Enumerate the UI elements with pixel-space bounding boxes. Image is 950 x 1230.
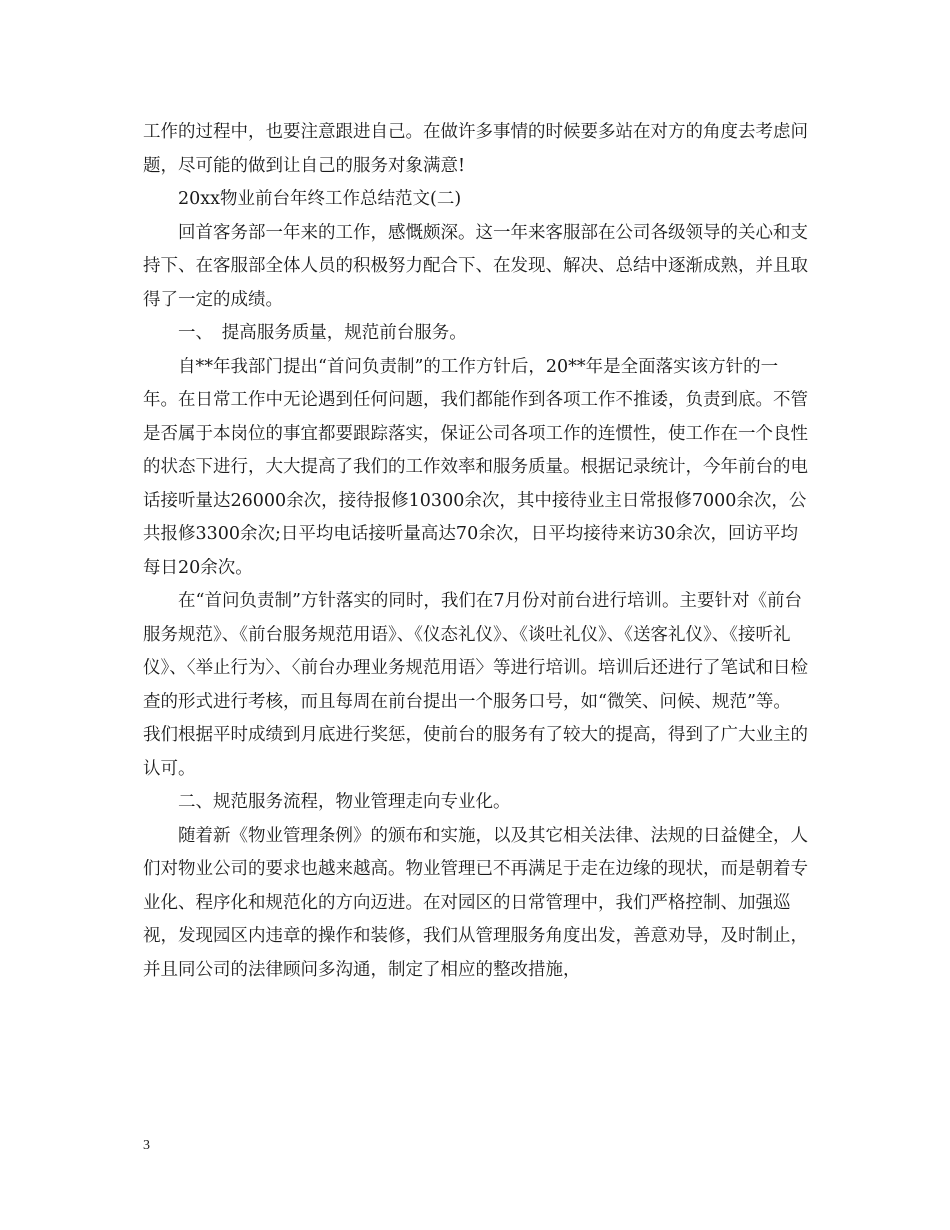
document-body	[143, 116, 808, 987]
paragraph-training: 在“首问负责制”方针落实的同时，我们在7月份对前台进行培训。主要针对《前台服务规范》、《前台服务规范用语》、《仪态礼仪》、《谈吐礼仪》、《送客礼仪》、《接听礼仪》、〈举止行为〉、〈前台办理业务规范用语〉等进行培训。培训后还进行了笔试和日检查的形式进行考核，而且每周在前台提出一个服务口号，如“微笑、问候、规范”等。我们根据平时成绩到月底进行奖惩，使前台的服务有了较大的提高，得到了广大业主的认可。	[143, 591, 808, 779]
heading-section-two: 二、规范服务流程，物业管理走向专业化。	[178, 792, 511, 812]
heading-section-one: 一、 提高服务质量，规范前台服务。	[178, 323, 467, 343]
paragraph-regulations: 随着新《物业管理条例》的颁布和实施，以及其它相关法律、法规的日益健全，人们对物业公司的要求也越来越高。物业管理已不再满足于走在边缘的现状，而是朝着专业化、程序化和规范化的方向迈进。在对园区的日常管理中，我们严格控制、加强巡视，发现园区内违章的操作和装修，我们从管理服务角度出发，善意劝导，及时制止，并且同公司的法律顾问多沟通，制定了相应的整改措施，	[143, 825, 808, 980]
paragraph-intro: 回首客务部一年来的工作，感慨颇深。这一年来客服部在公司各级领导的关心和支持下、在客服部全体人员的积极努力配合下、在发现、解决、总结中逐渐成熟，并且取得了一定的成绩。	[143, 222, 808, 310]
paragraph-continuation: 工作的过程中，也要注意跟进自己。在做许多事情的时候要多站在对方的角度去考虑问题，尽可能的做到让自己的服务对象满意!	[143, 122, 808, 176]
paragraph-first-responsibility: 自**年我部门提出“首问负责制”的工作方针后，20**年是全面落实该方针的一年。在日常工作中无论遇到任何问题，我们都能作到各项工作不推诿，负责到底。不管是否属于本岗位的事宜都要跟踪落实，保证公司各项工作的连惯性，使工作在一个良性的状态下进行，大大提高了我们的工作效率和服务质量。根据记录统计，今年前台的电话接听量达26000余次，接待报修10300余次，其中接待业主日常报修7000余次，公共报修3300余次;日平均电话接听量高达70余次，日平均接待来访30余次，回访平均每日20余次。	[143, 356, 808, 578]
page-number: 3	[143, 1138, 150, 1153]
section-title: 20xx物业前台年终工作总结范文(二)	[178, 189, 462, 209]
